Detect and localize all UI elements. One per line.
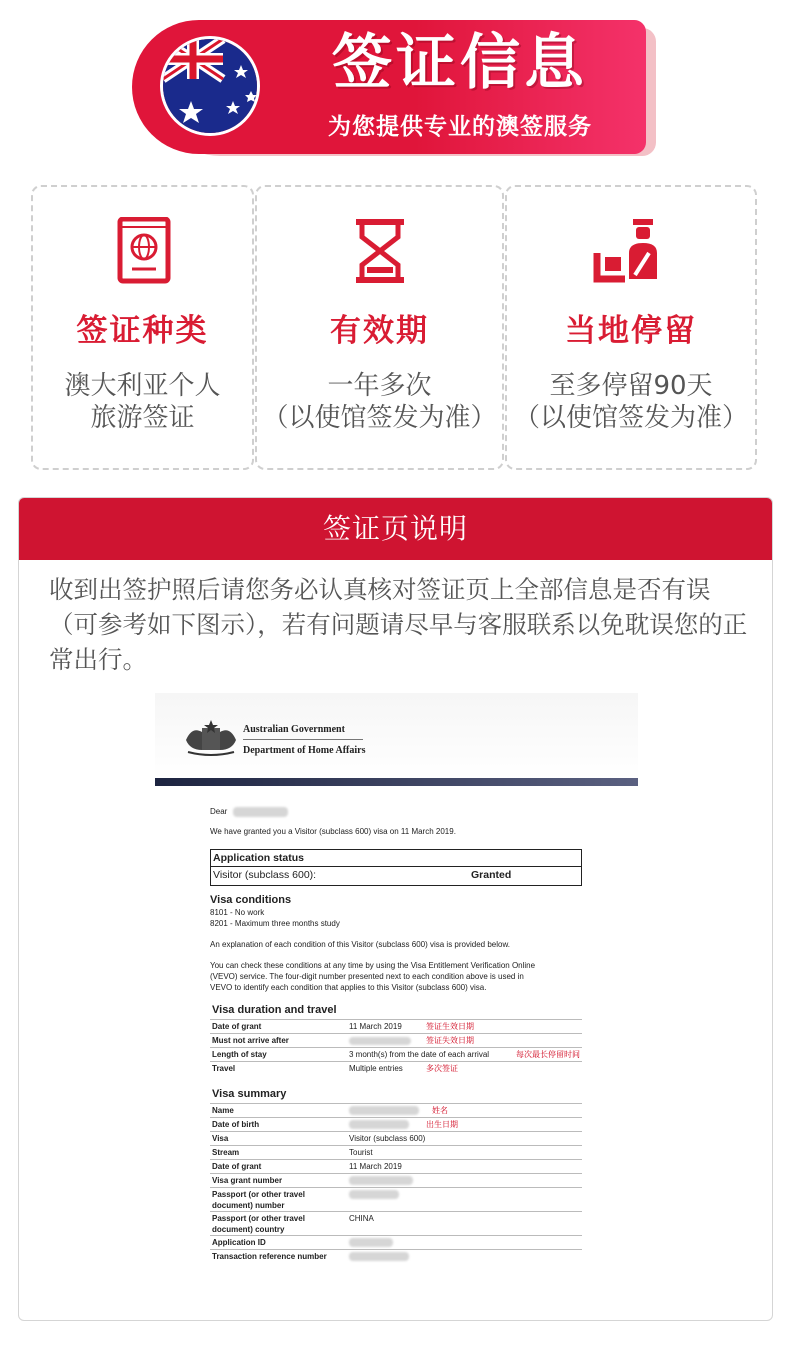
table-row: Date of grant 11 March 2019 签证生效日期 <box>210 1019 582 1033</box>
vevo-text: (VEVO) service. The four-digit number presented next to each condition above is used in <box>210 972 524 981</box>
table-row: Travel Multiple entries 多次签证 <box>210 1061 582 1075</box>
redacted-value <box>349 1252 409 1261</box>
card-title: 当地停留 <box>565 313 697 349</box>
card-title: 签证种类 <box>76 313 209 349</box>
status-label: Visitor (subclass 600): <box>213 869 317 881</box>
table-row: Name 姓名 <box>210 1103 582 1117</box>
salutation: Dear <box>210 807 288 817</box>
conditions-explanation: An explanation of each condition of this Visitor (subclass 600) visa is provided below. <box>210 940 511 949</box>
passport-icon <box>103 217 183 287</box>
vevo-text: You can check these conditions at any time by using the Visa Entitlement Verification Online <box>210 961 536 970</box>
section-title: 签证页说明 <box>19 498 772 560</box>
summary-title: Visa summary <box>212 1088 287 1100</box>
redacted-value <box>349 1176 413 1185</box>
vevo-text: VEVO to identify each condition that applies to this Visitor (subclass 600) visa. <box>210 983 487 992</box>
table-row: Passport (or other travel document) number <box>210 1187 582 1211</box>
status-header: Application status <box>213 852 305 864</box>
table-row: Length of stay 3 month(s) from the date of each arrival 每次最长停留时间 <box>210 1047 582 1061</box>
table-row: Visa Visitor (subclass 600) <box>210 1131 582 1145</box>
application-status-box <box>210 849 582 886</box>
table-row: Application ID <box>210 1235 582 1249</box>
card-text: 澳大利亚个人 <box>64 371 221 401</box>
grant-sentence: We have granted you a Visitor (subclass 600) visa on 11 March 2019. <box>210 827 456 836</box>
card-stay <box>505 185 757 470</box>
divider <box>243 739 363 740</box>
section-description: 收到出签护照后请您务必认真核对签证页上全部信息是否有误（可参考如下图示），若有问题请尽早与客服联系以免耽误您的正常出行。 <box>49 575 748 674</box>
page-subtitle: 为您提供专业的澳签服务 <box>328 114 592 140</box>
gov-name: Australian Government <box>243 724 345 735</box>
card-text: （以使馆签发为准） <box>262 403 497 433</box>
table-row: Date of grant 11 March 2019 <box>210 1159 582 1173</box>
table-row: Transaction reference number <box>210 1249 582 1263</box>
table-row: Date of birth 出生日期 <box>210 1117 582 1131</box>
redacted-value <box>349 1190 399 1199</box>
card-text: 旅游签证 <box>90 403 195 433</box>
card-text: （以使馆签发为准） <box>513 403 748 433</box>
card-text: 至多停留90天 <box>549 371 713 401</box>
redacted-value <box>349 1106 419 1115</box>
australia-flag-icon <box>160 36 260 136</box>
duration-table <box>210 1019 582 1075</box>
summary-table <box>210 1103 582 1263</box>
visa-grant-letter-image <box>155 693 638 1278</box>
department-name: Department of Home Affairs <box>243 745 366 756</box>
card-visa-type <box>31 185 254 470</box>
redacted-value <box>349 1120 409 1129</box>
duration-title: Visa duration and travel <box>212 1004 337 1016</box>
customs-officer-icon <box>591 217 671 287</box>
table-row: Stream Tourist <box>210 1145 582 1159</box>
redacted-value <box>349 1238 393 1247</box>
card-text: 一年多次 <box>327 371 432 401</box>
hourglass-icon <box>340 217 420 287</box>
table-row: Passport (or other travel document) country CHINA <box>210 1211 582 1235</box>
condition-item: 8201 - Maximum three months study <box>210 919 340 928</box>
letter-header-bar <box>155 778 638 786</box>
table-row: Visa grant number <box>210 1173 582 1187</box>
card-title: 有效期 <box>330 313 429 349</box>
status-value: Granted <box>471 869 512 881</box>
table-row: Must not arrive after 签证失效日期 <box>210 1033 582 1047</box>
redacted-value <box>349 1037 411 1045</box>
coat-of-arms-icon <box>182 718 240 758</box>
conditions-title: Visa conditions <box>210 894 292 906</box>
redacted-name <box>233 807 288 817</box>
card-validity <box>255 185 504 470</box>
condition-item: 8101 - No work <box>210 908 265 917</box>
page-title: 签证信息 <box>332 28 588 98</box>
divider <box>211 866 581 867</box>
